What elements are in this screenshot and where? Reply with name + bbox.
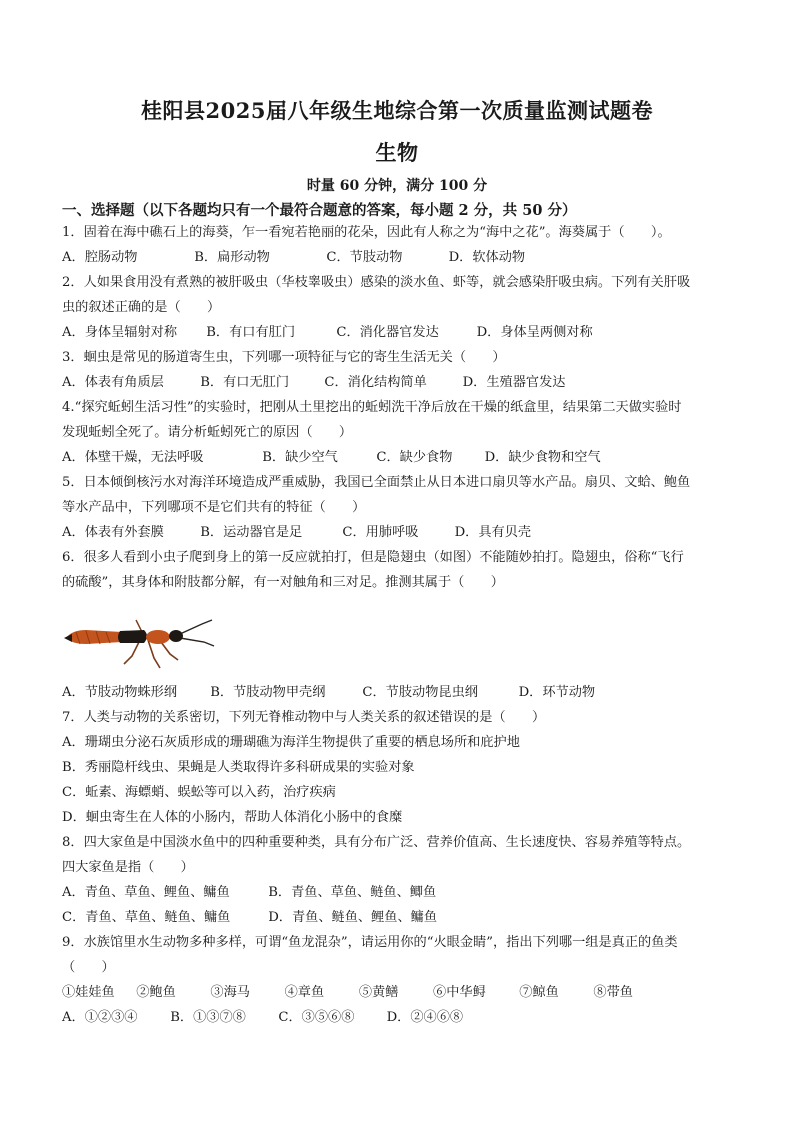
q9-item: ⑧带鱼: [593, 985, 633, 1000]
q4-option-a: A．体壁干燥，无法呼吸: [62, 450, 204, 465]
q9-option-b: B．①③⑦⑧: [170, 1010, 246, 1025]
q9-item: ⑥中华鲟: [433, 985, 486, 1000]
q7-option-b: B．秀丽隐杆线虫、果蝇是人类取得许多科研成果的实验对象: [62, 760, 415, 775]
q5-stem-line2: 等水产品中，下列哪项不是它们共有的特征（ ）: [62, 500, 366, 515]
q6-option-b: B．节肢动物甲壳纲: [210, 685, 326, 700]
q6-option-c: C．节肢动物昆虫纲: [362, 685, 478, 700]
q9-item: ①娃娃鱼: [62, 985, 115, 1000]
q5-option-d: D．具有贝壳: [454, 525, 532, 540]
q1-option-c: C．节肢动物: [326, 250, 403, 265]
q9-option-a: A．①②③④: [62, 1010, 138, 1025]
q9-options: [62, 1009, 463, 1027]
q7-option-a: A．珊瑚虫分泌石灰质形成的珊瑚礁为海洋生物提供了重要的栖息场所和庇护地: [62, 735, 520, 750]
q9-item: ⑤黄鳝: [358, 985, 399, 1000]
q5-option-a: A．体表有外套膜: [62, 525, 164, 540]
q9-option-d: D．②④⑥⑧: [386, 1010, 464, 1025]
q9-item: ③海马: [210, 985, 250, 1000]
q8-option-b: B．青鱼、草鱼、鲢鱼、鲫鱼: [268, 885, 437, 900]
q3-option-d: D．生殖器官发达: [462, 375, 566, 390]
q6-stem-line1: 6．很多人看到小虫子爬到身上的第一反应就拍打，但是隐翅虫（如图）不能随妙拍打。隐翅虫，俗称“飞行: [62, 550, 684, 565]
q2-option-b: B．有口有肛门: [206, 325, 296, 340]
q4-option-b: B．缺少空气: [262, 450, 338, 465]
q9-option-c: C．③⑤⑥⑧: [278, 1010, 355, 1025]
q2-stem-line2: 虫的叙述正确的是（ ）: [62, 300, 221, 315]
q9-item: ②鲍鱼: [136, 985, 176, 1000]
q5-options: [62, 524, 531, 542]
q5-option-c: C．用肺呼吸: [342, 525, 419, 540]
q8-options-row2: [62, 909, 437, 927]
q8-stem-line1: 8．四大家鱼是中国淡水鱼中的四种重要种类，具有分布广泛、营养价值高、生长速度快、容易养殖等特点。: [62, 835, 691, 850]
q8-option-c: C．青鱼、草鱼、鲢鱼、鳙鱼: [62, 910, 231, 925]
q4-option-c: C．缺少食物: [376, 450, 453, 465]
q6-options: [62, 684, 595, 702]
q6-stem-line2: 的硫酸”，其身体和附肢都分解，有一对触角和三对足。推测其属于（ ）: [62, 575, 504, 590]
q7-option-c: C．蚯素、海螵蛸、蜈蚣等可以入药，治疗疾病: [62, 785, 336, 800]
exam-title: 桂阳县2025届八年级生地综合第一次质量监测试题卷: [141, 98, 653, 123]
q8-option-a: A．青鱼、草鱼、鲤鱼、鳙鱼: [62, 885, 230, 900]
q1-options: [62, 249, 525, 267]
q2-options: [62, 324, 593, 342]
q6-option-a: A．节肢动物蛛形纲: [62, 685, 178, 700]
q2-stem-line1: 2．人如果食用没有煮熟的被肝吸虫（华枝睾吸虫）感染的淡水鱼、虾等，就会感染肝吸虫病。下列有关肝吸: [62, 275, 691, 290]
q9-stem-line2: （ ）: [62, 960, 115, 975]
q8-option-d: D．青鱼、鲢鱼、鲤鱼、鳙鱼: [268, 910, 438, 925]
q9-item: ⑦鲸鱼: [519, 985, 559, 1000]
q9-stem-line1: 9．水族馆里水生动物多种多样，可谓“鱼龙混杂”，请运用你的“火眼金睛”，指出下列哪一组是真正的鱼类: [62, 935, 678, 950]
q1-option-d: D．软体动物: [448, 250, 526, 265]
q2-option-c: C．消化器官发达: [336, 325, 439, 340]
q4-stem-line2: 发现蚯蚓全死了。请分析蚯蚓死亡的原因（ ）: [62, 425, 353, 440]
q6-option-d: D．环节动物: [518, 685, 596, 700]
q3-options: [62, 374, 566, 392]
exam-meta: 时量 60 分钟，满分 100 分: [306, 178, 488, 194]
q2-option-a: A．身体呈辐射对称: [62, 325, 178, 340]
q1-stem: 1．固着在海中礁石上的海葵，乍一看宛若艳丽的花朵，因此有人称之为“海中之花”。海葵属于（ ）。: [62, 225, 671, 240]
q5-stem-line1: 5．日本倾倒核污水对海洋环境造成严重威胁，我国已全面禁止从日本进口扇贝等水产品。扇贝、文蛤、鲍鱼: [62, 475, 691, 490]
q3-option-a: A．体表有角质层: [62, 375, 164, 390]
q9-item: ④章鱼: [284, 985, 325, 1000]
q4-stem-line1: 4.“探究蚯蚓生活习性”的实验时，把刚从土里挖出的蚯蚓洗干净后放在干燥的纸盒里，结果第二天做实验时: [62, 400, 682, 415]
q2-option-d: D．身体呈两侧对称: [476, 325, 593, 340]
subject-title: 生物: [375, 140, 419, 165]
rove-beetle-icon: [62, 602, 220, 672]
section-heading: 一、选择题（以下各题均只有一个最符合题意的答案，每小题 2 分，共 50 分）: [62, 202, 577, 219]
q1-option-a: A．腔肠动物: [62, 250, 138, 265]
q8-stem-line2: 四大家鱼是指（ ）: [62, 860, 194, 875]
q9-items: [62, 984, 633, 1002]
q7-option-d: D．蛔虫寄生在人体的小肠内，帮助人体消化小肠中的食糜: [62, 810, 403, 825]
q7-stem: 7．人类与动物的关系密切，下列无脊椎动物中与人类关系的叙述错误的是（ ）: [62, 710, 546, 725]
q3-option-b: B．有口无肛门: [200, 375, 290, 390]
q3-option-c: C．消化结构简单: [324, 375, 427, 390]
q8-options-row1: [62, 884, 436, 902]
q4-option-d: D．缺少食物和空气: [484, 450, 601, 465]
q5-option-b: B．运动器官是足: [200, 525, 303, 540]
q1-option-b: B．扁形动物: [194, 250, 270, 265]
q3-stem: 3．蛔虫是常见的肠道寄生虫，下列哪一项特征与它的寄生生活无关（ ）: [62, 350, 506, 365]
q4-options: [62, 449, 601, 467]
